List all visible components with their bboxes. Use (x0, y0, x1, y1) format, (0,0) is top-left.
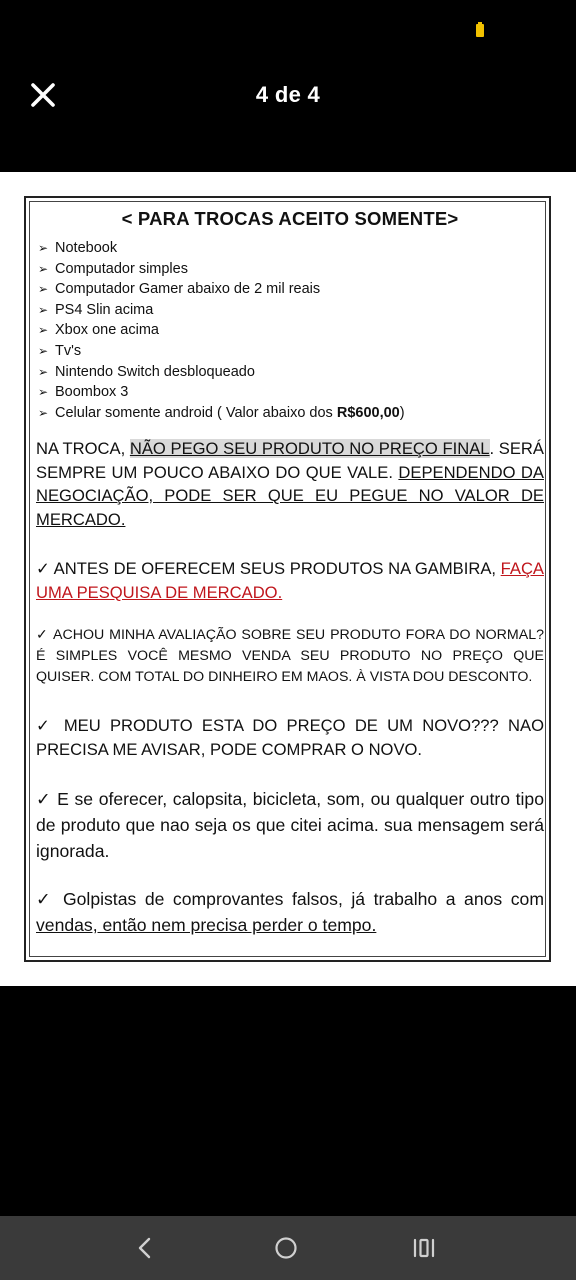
list-item: ➢ Computador Gamer abaixo de 2 mil reais (38, 279, 544, 300)
list-item: ➢ Tv's (38, 341, 544, 362)
document-inner-border (29, 201, 546, 957)
list-item: ➢ Computador simples (38, 259, 544, 280)
back-icon[interactable] (115, 1216, 175, 1280)
viewer-header (0, 60, 576, 172)
scammers-paragraph: ✓ Golpistas de comprovantes falsos, já trabalho a anos com vendas, então nem precisa perder o tempo. (36, 889, 544, 936)
evaluation-paragraph: ✓ ACHOU MINHA AVALIAÇÃO SOBRE SEU PRODUTO FORA DO NORMAL? É SIMPLES VOCÊ MESMO VENDA SEU PRODUTO NO PREÇO QUE QUISER. COM TOTAL DO DINHEIRO EM MAOS. À VISTA DOU DESCONTO. (36, 627, 544, 686)
list-item: ➢ PS4 Slin acima (38, 300, 544, 321)
arrow-bullet-icon: ➢ (38, 385, 49, 400)
arrow-bullet-icon: ➢ (38, 302, 49, 317)
accepted-items-list (36, 238, 544, 423)
arrow-bullet-icon: ➢ (38, 282, 49, 297)
list-item: ➢ Xbox one acima (38, 320, 544, 341)
new-price-paragraph: ✓ MEU PRODUTO ESTA DO PREÇO DE UM NOVO??? NAO PRECISA ME AVISAR, PODE COMPRAR O NOVO. (36, 716, 544, 760)
list-item: ➢ Nintendo Switch desbloqueado (38, 362, 544, 383)
list-item: ➢ Celular somente android ( Valor abaixo dos R$600,00) (38, 403, 544, 424)
market-research-paragraph: ✓ ANTES DE OFERECEM SEUS PRODUTOS NA GAMBIRA, FAÇA UMA PESQUISA DE MERCADO. (36, 559, 544, 602)
underlined-text: DEPENDENDO DA NEGOCIAÇÃO, PODE SER QUE EU PEGUE NO VALOR DE MERCADO. (36, 462, 544, 529)
list-item: ➢ Notebook (38, 238, 544, 259)
ignored-offers-paragraph: ✓ E se oferecer, calopsita, bicicleta, som, ou qualquer outro tipo de produto que nao seja os que citei acima. sua mensagem será ignorada. (36, 789, 544, 862)
highlighted-text: NÃO PEGO SEU PRODUTO NO PREÇO FINAL (129, 439, 490, 459)
arrow-bullet-icon: ➢ (38, 364, 49, 379)
document-image (24, 196, 551, 962)
status-bar (0, 0, 576, 60)
list-item: ➢ Boombox 3 (38, 382, 544, 403)
arrow-bullet-icon: ➢ (38, 323, 49, 338)
arrow-bullet-icon: ➢ (38, 343, 49, 358)
document-content (36, 206, 544, 938)
page-counter: 4 de 4 (255, 82, 321, 107)
arrow-bullet-icon: ➢ (38, 405, 49, 420)
red-underlined-text: FAÇA UMA PESQUISA DE MERCADO. (36, 559, 544, 602)
arrow-bullet-icon: ➢ (38, 241, 49, 255)
document-title: < PARA TROCAS ACEITO SOMENTE> (121, 208, 459, 229)
trade-terms-paragraph: NA TROCA, NÃO PEGO SEU PRODUTO NO PREÇO FINAL. SERÁ SEMPRE UM POUCO ABAIXO DO QUE VALE. DEPENDENDO DA NEGOCIAÇÃO, PODE SER QUE EU PEGUE NO VALOR DE MERCADO. (36, 439, 544, 529)
home-icon[interactable] (256, 1216, 316, 1280)
battery-icon (476, 24, 484, 37)
recents-icon[interactable] (394, 1216, 454, 1280)
image-viewer[interactable] (0, 172, 576, 986)
price-limit: R$600,00 (336, 404, 400, 421)
arrow-bullet-icon: ➢ (38, 261, 49, 276)
